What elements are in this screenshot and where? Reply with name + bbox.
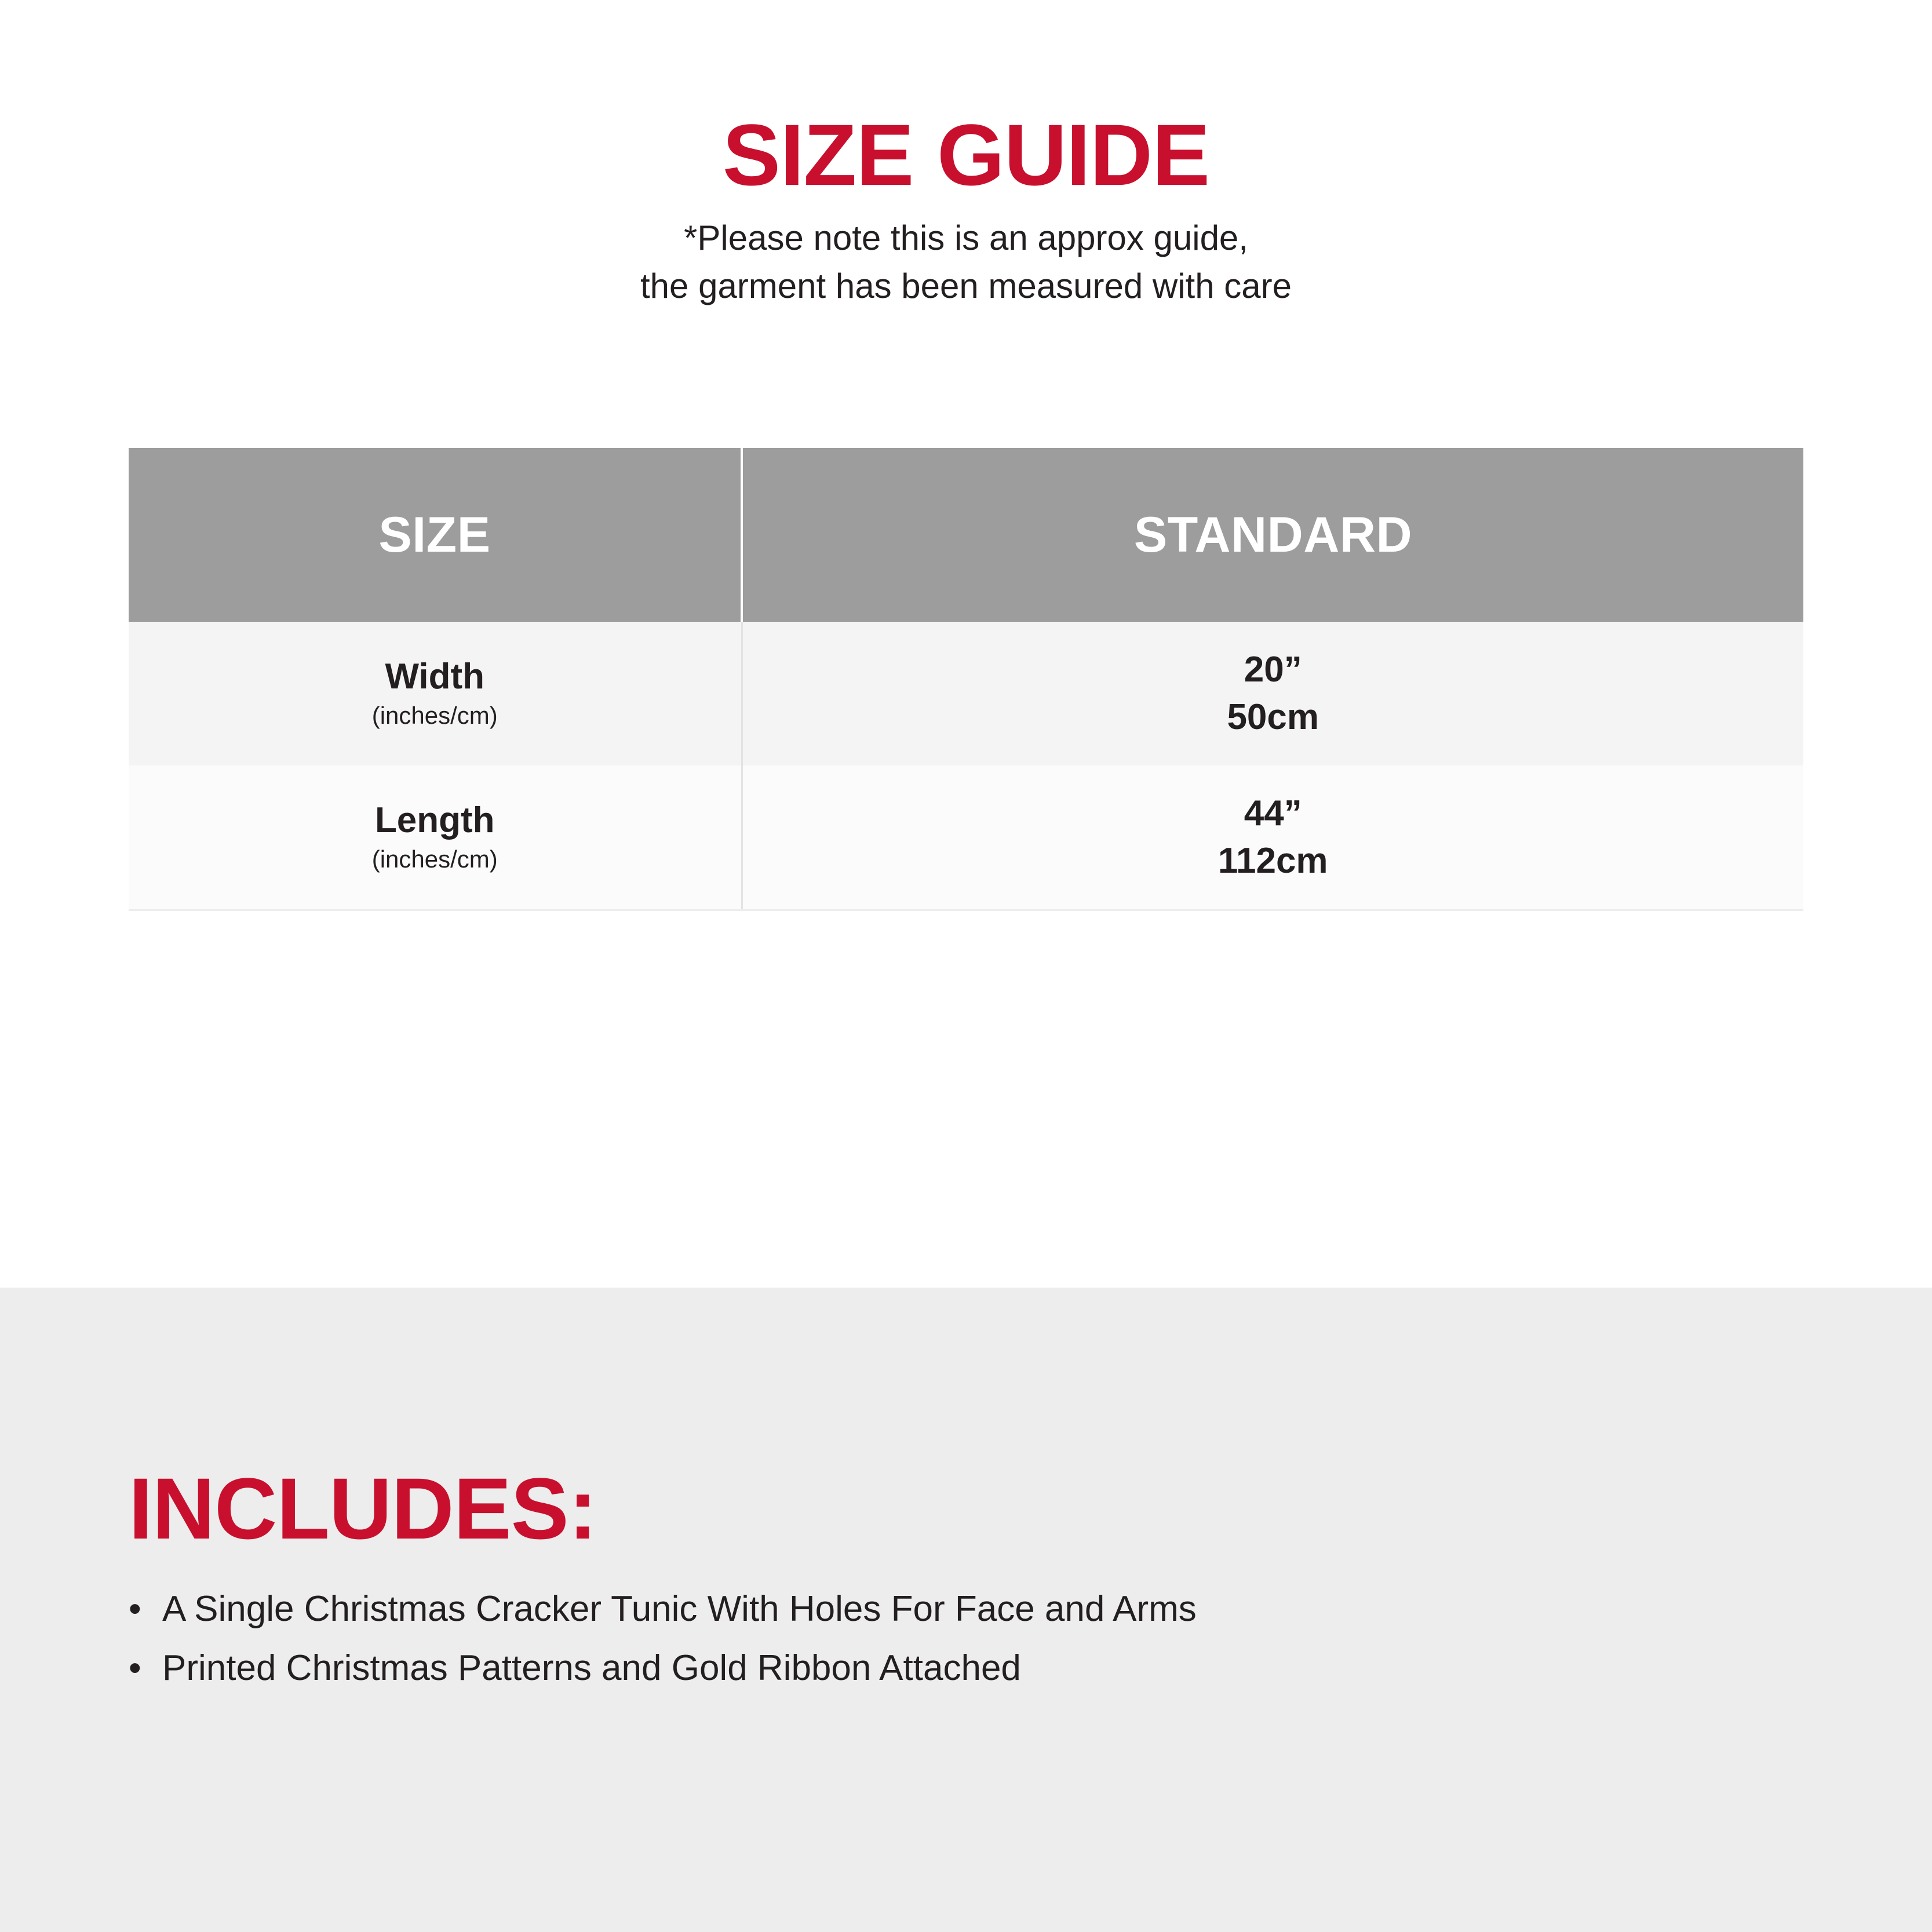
row-value-length-cm: 112cm [1217,841,1328,881]
page-title: SIZE GUIDE [722,105,1210,203]
row-value-width-inches: 20” [1244,649,1302,690]
row-value-length [742,765,1803,910]
size-table [129,448,1803,911]
row-label-length-text: Length [374,800,495,841]
row-label-width [129,622,742,765]
table-header-row [129,448,1803,622]
size-table-header [129,448,1803,622]
bullet-icon: • [129,1589,141,1629]
row-label-length-units: (inches/cm) [371,845,498,873]
includes-section [0,1288,1932,1932]
row-value-length-inches: 44” [1244,793,1302,833]
includes-title: INCLUDES: [129,1459,597,1557]
measurement-note-line-2: the garment has been measured with care [640,266,1292,305]
row-label-length [129,765,742,910]
list-item [129,1583,1809,1635]
list-item [129,1642,1809,1694]
table-header-size: SIZE [129,448,742,622]
includes-list [129,1583,1809,1701]
table-row [129,765,1803,910]
list-item-text: A Single Christmas Cracker Tunic With Holes For Face and Arms [162,1589,1197,1629]
row-value-width-cm: 50cm [1227,697,1319,737]
list-item-text: Printed Christmas Patterns and Gold Ribbon Attached [162,1647,1021,1688]
table-header-standard: STANDARD [742,448,1803,622]
row-value-width [742,622,1803,765]
measurement-note [0,214,1932,311]
size-table-body [129,622,1803,910]
row-label-width-text: Width [385,657,485,697]
bullet-icon: • [129,1647,141,1688]
row-label-width-units: (inches/cm) [371,702,498,730]
measurement-note-line-1: *Please note this is an approx guide, [684,218,1248,257]
table-row [129,622,1803,765]
